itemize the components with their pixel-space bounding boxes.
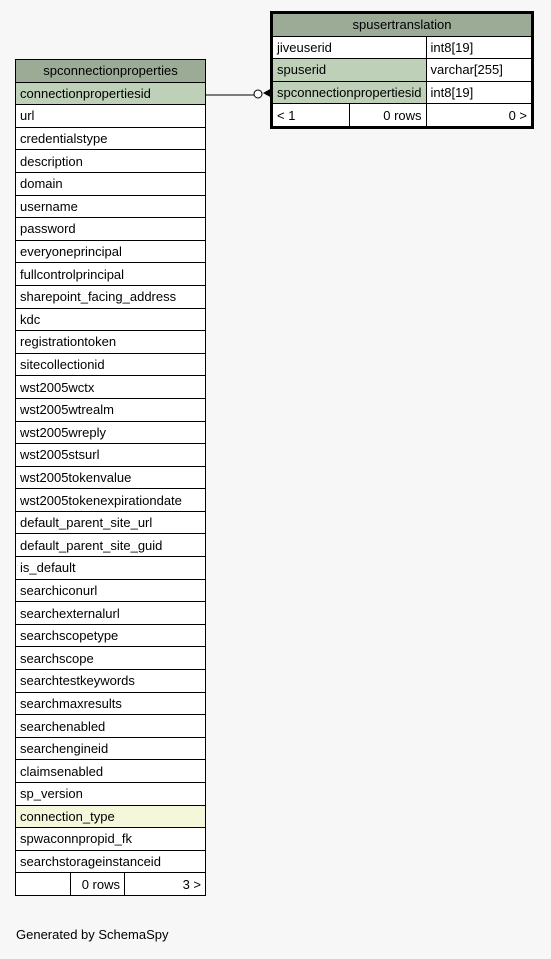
column-name[interactable]: connection_type — [16, 805, 206, 828]
column-name[interactable]: searchiconurl — [16, 579, 206, 602]
column-row — [16, 353, 206, 376]
column-name[interactable]: wst2005wtrealm — [16, 398, 206, 421]
column-name[interactable]: wst2005wctx — [16, 376, 206, 399]
column-row — [16, 195, 206, 218]
column-row — [16, 308, 206, 331]
column-row — [16, 150, 206, 173]
column-row — [16, 398, 206, 421]
column-name[interactable]: wst2005tokenvalue — [16, 466, 206, 489]
column-name[interactable]: domain — [16, 172, 206, 195]
column-name[interactable]: claimsenabled — [16, 760, 206, 783]
column-name[interactable]: spuserid — [273, 59, 427, 82]
column-type: varchar[255] — [426, 59, 531, 82]
column-name[interactable]: searchmaxresults — [16, 692, 206, 715]
column-name[interactable]: wst2005wreply — [16, 421, 206, 444]
table-title[interactable]: spconnectionproperties — [16, 60, 206, 83]
column-row — [16, 647, 206, 670]
column-name[interactable]: wst2005tokenexpirationdate — [16, 489, 206, 512]
column-name[interactable]: searchstorageinstanceid — [16, 850, 206, 873]
column-name[interactable]: spwaconnpropid_fk — [16, 828, 206, 851]
column-row — [16, 444, 206, 467]
column-row — [16, 805, 206, 828]
column-name[interactable]: searchengineid — [16, 737, 206, 760]
column-row — [16, 127, 206, 150]
table-footer — [273, 104, 532, 127]
parent-count[interactable] — [16, 873, 71, 896]
column-name[interactable]: connectionpropertiesid — [16, 82, 206, 105]
column-name[interactable]: username — [16, 195, 206, 218]
column-row — [16, 263, 206, 286]
column-row — [16, 489, 206, 512]
column-name[interactable]: everyoneprincipal — [16, 240, 206, 263]
table-spusertranslation-frame — [270, 11, 534, 129]
column-name[interactable]: description — [16, 150, 206, 173]
column-name[interactable]: spconnectionpropertiesid — [273, 81, 427, 104]
column-name[interactable]: wst2005stsurl — [16, 444, 206, 467]
column-row — [16, 82, 206, 105]
column-row — [16, 692, 206, 715]
column-row — [16, 421, 206, 444]
column-type: int8[19] — [426, 36, 531, 59]
column-row — [16, 579, 206, 602]
column-name[interactable]: searchenabled — [16, 715, 206, 738]
column-row — [16, 240, 206, 263]
column-row — [16, 534, 206, 557]
column-name[interactable]: searchtestkeywords — [16, 670, 206, 693]
column-name[interactable]: searchscopetype — [16, 624, 206, 647]
column-row — [16, 557, 206, 580]
column-name[interactable]: searchscope — [16, 647, 206, 670]
column-row — [16, 624, 206, 647]
child-count[interactable]: 3 > — [125, 873, 206, 896]
column-row — [16, 737, 206, 760]
column-row — [16, 670, 206, 693]
column-name[interactable]: sitecollectionid — [16, 353, 206, 376]
column-row — [16, 850, 206, 873]
column-row — [16, 105, 206, 128]
column-name[interactable]: credentialstype — [16, 127, 206, 150]
column-row — [16, 285, 206, 308]
table-spusertranslation — [272, 13, 532, 127]
column-name[interactable]: jiveuserid — [273, 36, 427, 59]
column-name[interactable]: registrationtoken — [16, 331, 206, 354]
generator-credit: Generated by SchemaSpy — [16, 927, 169, 942]
column-row — [273, 81, 532, 104]
column-row — [16, 760, 206, 783]
column-row — [16, 602, 206, 625]
column-row — [16, 466, 206, 489]
zero-cardinality-marker — [254, 90, 262, 98]
column-name[interactable]: default_parent_site_guid — [16, 534, 206, 557]
column-name[interactable]: default_parent_site_url — [16, 511, 206, 534]
column-name[interactable]: sharepoint_facing_address — [16, 285, 206, 308]
table-spconnectionproperties — [15, 59, 206, 896]
column-row — [16, 218, 206, 241]
column-type: int8[19] — [426, 81, 531, 104]
row-count: 0 rows — [71, 873, 125, 896]
column-name[interactable]: is_default — [16, 557, 206, 580]
column-name[interactable]: url — [16, 105, 206, 128]
column-name[interactable]: fullcontrolprincipal — [16, 263, 206, 286]
parent-count[interactable]: < 1 — [273, 104, 350, 127]
table-title[interactable]: spusertranslation — [273, 14, 532, 37]
column-name[interactable]: sp_version — [16, 783, 206, 806]
child-count[interactable]: 0 > — [426, 104, 531, 127]
column-name[interactable]: password — [16, 218, 206, 241]
table-footer — [16, 873, 206, 896]
row-count: 0 rows — [350, 104, 426, 127]
column-name[interactable]: searchexternalurl — [16, 602, 206, 625]
column-row — [273, 59, 532, 82]
column-row — [16, 715, 206, 738]
column-name[interactable]: kdc — [16, 308, 206, 331]
column-row — [16, 376, 206, 399]
column-row — [273, 36, 532, 59]
column-row — [16, 172, 206, 195]
column-row — [16, 828, 206, 851]
column-row — [16, 331, 206, 354]
column-row — [16, 783, 206, 806]
column-row — [16, 511, 206, 534]
